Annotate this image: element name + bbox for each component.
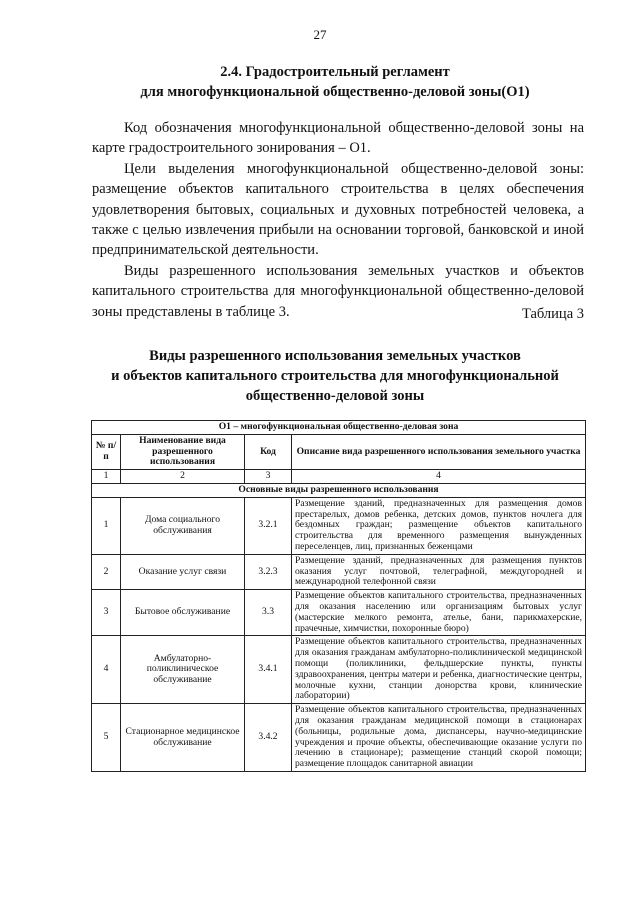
table-title-line-3: общественно-деловой зоны — [245, 388, 425, 404]
header-number: № п/п — [92, 434, 121, 469]
row-code: 3.2.3 — [245, 554, 292, 589]
zone-header-row — [92, 421, 586, 435]
body-text — [92, 118, 584, 322]
paragraph-zone-goals: Цели выделения многофункциональной общественно-деловой зоны: размещение объектов капитального строительства в целях обеспечения удовлетворения бытовых, социальных и духовных потребностей человека, а также с целью извлечения прибыли на основании торговой, банковской и иной предпринимательской деятельности. — [92, 160, 584, 259]
land-use-table — [91, 420, 586, 772]
zone-header-cell: О1 – многофункциональная общественно-деловая зона — [92, 421, 586, 435]
section-heading-line-2: для многофункциональной общественно-деловой зоны(О1) — [140, 84, 530, 100]
column-number-4: 4 — [292, 470, 586, 484]
table-title-line-1: Виды разрешенного использования земельных участков — [149, 348, 521, 364]
row-name: Оказание услуг связи — [121, 554, 245, 589]
section-row — [92, 483, 586, 497]
row-name: Амбулаторно-поликлиническое обслуживание — [121, 636, 245, 704]
row-description: Размещение объектов капитального строительства, предназначенных для оказания населению или организациям бытовых услуг (мастерские мелкого ремонта, ателье, бани, парикмахерские, прачечные, химчистки, похоронные бюро) — [292, 590, 586, 636]
paragraph-table-reference: Виды разрешенного использования земельных участков и объектов капитального строительства для многофункциональной общественно-деловой зоны представлены в таблице 3. — [92, 262, 584, 320]
page-number: 27 — [313, 27, 327, 42]
column-header-row — [92, 434, 586, 469]
table-row — [92, 497, 586, 554]
row-number: 2 — [92, 554, 121, 589]
paragraph-zone-code: Код обозначения многофункциональной общественно-деловой зоны на карте градостроительного зонирования – О1. — [92, 120, 584, 157]
row-description: Размещение объектов капитального строительства, предназначенных для оказания гражданам медицинской помощи в стационарах (больницы, родильные дома, диспансеры, научно-медицинские учреждения и прочие объекты, обеспечивающие оказание услуги по лечению в стационаре); размещение станций скорой помощи; размещение площадок санитарной авиации — [292, 704, 586, 772]
row-code: 3.4.1 — [245, 636, 292, 704]
header-code: Код — [245, 434, 292, 469]
row-description: Размещение зданий, предназначенных для размещения пунктов оказания услуг почтовой, телеграфной, междугородней и международной телефонной связи — [292, 554, 586, 589]
row-name: Бытовое обслуживание — [121, 590, 245, 636]
row-description: Размещение зданий, предназначенных для размещения домов престарелых, домов ребенка, детских домов, пунктов ночлега для бездомных граждан; размещение объектов капитального строительства для временного размещения вынужденных переселенцев, лиц, признанных беженцами — [292, 497, 586, 554]
table-caption: Таблица 3 — [521, 306, 584, 322]
row-code: 3.4.2 — [245, 704, 292, 772]
row-number: 4 — [92, 636, 121, 704]
table-row — [92, 590, 586, 636]
header-description: Описание вида разрешенного использования земельного участка — [292, 434, 586, 469]
section-title: Основные виды разрешенного использования — [92, 483, 586, 497]
header-name: Наименование вида разрешенного использования — [121, 434, 245, 469]
row-number: 3 — [92, 590, 121, 636]
row-number: 5 — [92, 704, 121, 772]
section-heading-line-1: 2.4. Градостроительный регламент — [220, 64, 450, 80]
section-heading — [90, 62, 580, 102]
column-number-1: 1 — [92, 470, 121, 484]
row-code: 3.2.1 — [245, 497, 292, 554]
row-name: Стационарное медицинское обслуживание — [121, 704, 245, 772]
column-number-row — [92, 470, 586, 484]
column-number-2: 2 — [121, 470, 245, 484]
table-title — [90, 346, 580, 406]
row-code: 3.3 — [245, 590, 292, 636]
column-number-3: 3 — [245, 470, 292, 484]
table-title-line-2: и объектов капитального строительства для многофункциональной — [111, 368, 559, 384]
row-number: 1 — [92, 497, 121, 554]
table-row — [92, 636, 586, 704]
row-name: Дома социального обслуживания — [121, 497, 245, 554]
row-description: Размещение объектов капитального строительства, предназначенных для оказания гражданам амбулаторно-поликлинической медицинской помощи (поликлиники, фельдшерские пункты, пункты здравоохранения, центры матери и ребенка, диагностические центры, молочные кухни, станции донорства крови, клинические лаборатории) — [292, 636, 586, 704]
table-row — [92, 554, 586, 589]
table-row — [92, 704, 586, 772]
